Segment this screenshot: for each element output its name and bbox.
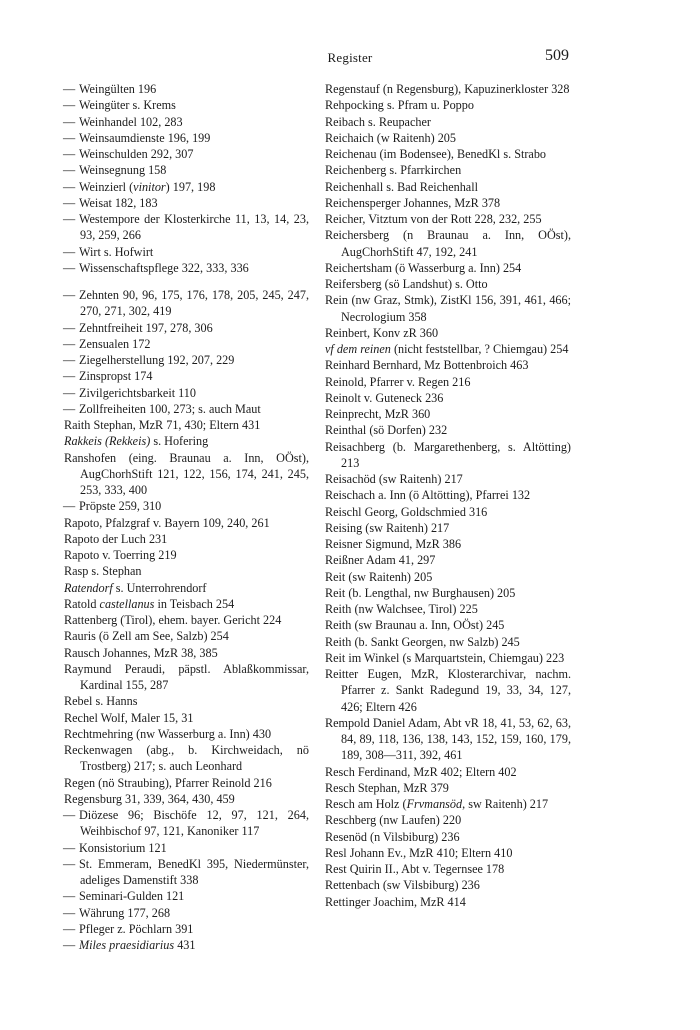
index-entry: [325, 325, 571, 341]
index-entry: [325, 780, 571, 796]
entry-text: Ziegelherstellung 192, 207, 229: [79, 353, 235, 367]
index-entry: [325, 162, 571, 178]
entry-text: Rein (nw Graz, Stmk), ZistKl 156, 391, 461, 466; Necrologium 358: [325, 293, 571, 324]
index-entry: [325, 211, 571, 227]
entry-italic-term: Ratendorf: [64, 580, 113, 595]
index-entry: [64, 547, 309, 563]
subentry-dash: —: [63, 179, 76, 194]
index-entry: [325, 715, 571, 764]
index-entry: [64, 531, 309, 547]
index-entry: [64, 385, 309, 401]
subentry-dash: —: [63, 288, 76, 302]
index-entry: [325, 796, 571, 812]
index-entry: [64, 401, 309, 417]
entry-text: Zehnten 90, 96, 175, 176, 178, 205, 245, 247, 270, 271, 302, 419: [79, 288, 309, 319]
subentry-dash: —: [63, 905, 76, 920]
entry-text: Weingüter s. Krems: [79, 98, 176, 113]
subentry-dash: —: [63, 856, 76, 871]
entry-text: Reinprecht, MzR 360: [325, 407, 431, 421]
subentry-dash: —: [63, 195, 76, 210]
index-entry: [64, 775, 309, 791]
entry-text-prefix: Ratold: [64, 596, 100, 611]
index-entry: [64, 710, 309, 726]
index-entry: [325, 81, 571, 97]
index-entry: [325, 195, 571, 211]
index-entry: [325, 569, 571, 585]
subentry-dash: —: [63, 889, 76, 904]
index-entry: [325, 227, 571, 260]
entry-text: Resch Ferdinand, MzR 402; Eltern 402: [325, 764, 517, 779]
index-entry: [64, 450, 309, 499]
index-entry: [325, 877, 571, 893]
entry-text: Reit (sw Raitenh) 205: [325, 569, 433, 584]
index-entry: [64, 742, 309, 775]
index-entry: [325, 292, 571, 325]
entry-text: Reichenhall s. Bad Reichenhall: [325, 179, 478, 194]
index-entry: [64, 888, 309, 904]
entry-text: Rauris (ö Zell am See, Salzb) 254: [64, 629, 229, 644]
index-entry: [64, 856, 309, 889]
entry-text: 431: [174, 938, 196, 952]
index-entry: [64, 563, 309, 579]
subentry-dash: —: [63, 260, 76, 275]
entry-text-prefix: Weinzierl (: [79, 179, 134, 194]
entry-text: Weingülten 196: [79, 82, 157, 96]
entry-text: Weisat 182, 183: [79, 195, 158, 210]
entry-text: Reichertsham (ö Wasserburg a. Inn) 254: [325, 260, 522, 275]
entry-italic-term: Frvmansöd: [406, 797, 463, 811]
entry-text: Reichenau (im Bodensee), BenedKl s. Strabo: [325, 147, 547, 161]
subentry-dash: —: [63, 385, 76, 400]
index-entry: [325, 114, 571, 130]
index-entry: [325, 894, 571, 910]
entry-text: Reith (nw Walchsee, Tirol) 225: [325, 602, 478, 616]
entry-text: Raith Stephan, MzR 71, 430; Eltern 431: [64, 418, 261, 432]
subentry-dash: —: [63, 336, 76, 351]
entry-text: Raymund Peraudi, päpstl. Ablaßkommissar, Kardinal 155, 287: [64, 661, 309, 692]
entry-text: Resch Stephan, MzR 379: [325, 780, 449, 795]
entry-italic-term: castellanus: [99, 596, 155, 611]
entry-text: Ranshofen (eing. Braunau a. Inn, OÖst), AugChorhStift 121, 122, 156, 174, 241, 245, 253, 333, 400: [64, 450, 309, 497]
entry-text: Zivilgerichtsbarkeit 110: [79, 385, 196, 400]
index-entry: [325, 617, 571, 633]
index-entry: [64, 320, 309, 336]
index-entry: [64, 693, 309, 709]
entry-text: Reisachöd (sw Raitenh) 217: [325, 472, 463, 486]
index-entry: [64, 726, 309, 742]
index-entry: [64, 244, 309, 260]
entry-text: Weinschulden 292, 307: [79, 147, 194, 161]
entry-text: Reith (b. Sankt Georgen, nw Salzb) 245: [325, 634, 520, 649]
index-entry: [64, 661, 309, 694]
index-entry: [64, 417, 309, 433]
index-entry: [325, 487, 571, 503]
index-entry: [325, 179, 571, 195]
entry-text: Rebel s. Hanns: [64, 694, 138, 709]
subentry-dash: —: [63, 244, 76, 259]
index-entry: [325, 406, 571, 422]
entry-text: Resenöd (n Vilsbiburg) 236: [325, 829, 460, 844]
index-entry: [64, 937, 309, 953]
subentry-dash: —: [63, 921, 76, 936]
entry-text: Rehpocking s. Pfram u. Poppo: [325, 98, 474, 113]
index-entry: [325, 276, 571, 292]
entry-text: Regensburg 31, 339, 364, 430, 459: [64, 791, 235, 806]
index-entry: [64, 114, 309, 130]
entry-text: Reit im Winkel (s Marquartstein, Chiemgau) 223: [325, 650, 565, 665]
subentry-dash: —: [63, 212, 76, 226]
entry-text: Rempold Daniel Adam, Abt vR 18, 41, 53, 62, 63, 84, 89, 118, 136, 138, 143, 152, 159, 160, 179, 189, 308—311, 392, 461: [325, 715, 571, 763]
entry-text: Währung 177, 268: [79, 905, 171, 920]
index-entry: [325, 146, 571, 162]
entry-text: Reischach a. Inn (ö Altötting), Pfarrei 132: [325, 488, 531, 503]
entry-text: Zensualen 172: [79, 336, 151, 351]
entry-text: Pfleger z. Pöchlarn 391: [79, 921, 194, 936]
entry-text: Zollfreiheiten 100, 273; s. auch Maut: [79, 401, 261, 416]
index-entry: [64, 81, 309, 97]
index-entry: [64, 498, 309, 514]
subentry-dash: —: [63, 369, 76, 384]
entry-text: Wirt s. Hofwirt: [79, 244, 154, 259]
entry-text: Reckenwagen (abg., b. Kirchweidach, nö Trostberg) 217; s. auch Leonhard: [64, 743, 309, 774]
entry-text: Rechtmehring (nw Wasserburg a. Inn) 430: [64, 726, 272, 741]
index-entry: [64, 130, 309, 146]
subentry-dash: —: [63, 82, 76, 96]
index-entry: [64, 807, 309, 840]
entry-text: s. Hofering: [150, 434, 209, 449]
index-entry: [64, 211, 309, 244]
entry-text-prefix: Resch am Holz (: [325, 797, 407, 811]
index-entry: [325, 260, 571, 276]
index-entry: [325, 552, 571, 568]
index-entry: [64, 162, 309, 178]
entry-text: Zinspropst 174: [79, 369, 153, 384]
index-entry: [64, 791, 309, 807]
entry-text: Reinthal (sö Dorfen) 232: [325, 423, 448, 438]
subentry-dash: —: [63, 147, 76, 161]
entry-text: Westempore der Klosterkirche 11, 13, 14, 23, 93, 259, 266: [79, 212, 309, 243]
entry-italic-term: vf dem reinen: [325, 342, 391, 356]
entry-italic-term: Miles praesidiarius: [79, 938, 175, 952]
entry-text: in Teisbach 254: [154, 596, 235, 611]
subentry-dash: —: [63, 938, 76, 952]
index-entry: [64, 336, 309, 352]
index-entry: [325, 861, 571, 877]
subentry-dash: —: [63, 353, 76, 367]
index-entry: [325, 764, 571, 780]
entry-text: Rasp s. Stephan: [64, 564, 142, 579]
entry-text: Weinsaumdienste 196, 199: [79, 130, 211, 145]
index-entry: [325, 504, 571, 520]
index-entry: [64, 179, 309, 195]
entry-text: Reichaich (w Raitenh) 205: [325, 130, 456, 145]
index-entry: [325, 601, 571, 617]
subentry-dash: —: [63, 114, 76, 129]
index-entry: [64, 97, 309, 113]
index-entry: [325, 812, 571, 828]
running-header: Register: [327, 50, 373, 65]
entry-text: Regenstauf (n Regensburg), Kapuzinerkloster 328: [325, 82, 570, 96]
index-entry: [64, 260, 309, 276]
entry-text: Reinbert, Konv zR 360: [325, 325, 439, 340]
index-entry: [325, 439, 571, 472]
page-number: 509: [545, 47, 569, 64]
subentry-dash: —: [63, 130, 76, 145]
index-entry: [64, 905, 309, 921]
index-entry: [64, 628, 309, 644]
entry-text: Reisner Sigmund, MzR 386: [325, 537, 462, 551]
entry-text: Reinold, Pfarrer v. Regen 216: [325, 374, 471, 389]
entry-text: Reichensperger Johannes, MzR 378: [325, 195, 501, 210]
entry-text: Pröpste 259, 310: [79, 499, 162, 514]
index-entry: [64, 596, 309, 612]
entry-text: Zehntfreiheit 197, 278, 306: [79, 320, 213, 335]
entry-text: Weinsegnung 158: [79, 163, 167, 178]
entry-italic-term: vinitor: [133, 179, 166, 194]
index-entry: [64, 287, 309, 320]
index-entry: [64, 433, 309, 449]
entry-text: Reitter Eugen, MzR, Klosterarchivar, nachm. Pfarrer z. Sankt Radegund 19, 33, 34, 127, 426; Eltern 426: [325, 667, 571, 714]
entry-text: ) 197, 198: [165, 179, 216, 194]
index-entry: [325, 585, 571, 601]
index-entry: [64, 645, 309, 661]
entry-text: Rattenberg (Tirol), ehem. bayer. Gericht 224: [64, 613, 282, 627]
index-entry: [64, 368, 309, 384]
index-entry: [325, 97, 571, 113]
index-entry: [325, 471, 571, 487]
entry-text: Regen (nö Straubing), Pfarrer Reinold 216: [64, 775, 272, 790]
entry-group-gap: [64, 276, 309, 287]
subentry-dash: —: [63, 840, 76, 855]
index-entry: [64, 580, 309, 596]
index-entry: [325, 829, 571, 845]
entry-text: Reibach s. Reupacher: [325, 114, 431, 129]
index-entry: [325, 130, 571, 146]
index-entry: [325, 650, 571, 666]
subentry-dash: —: [63, 401, 76, 416]
subentry-dash: —: [63, 808, 76, 822]
index-entry: [325, 536, 571, 552]
subentry-dash: —: [63, 163, 76, 178]
index-column-right: [325, 81, 571, 910]
index-entry: [64, 146, 309, 162]
entry-text: Reichersberg (n Braunau a. Inn, OÖst), AugChorhStift 47, 192, 241: [325, 228, 571, 259]
entry-text: Resl Johann Ev., MzR 410; Eltern 410: [325, 845, 513, 860]
index-entry: [325, 422, 571, 438]
entry-text: Seminari-Gulden 121: [79, 889, 185, 904]
entry-text: Weinhandel 102, 283: [79, 114, 183, 129]
entry-text: Reißner Adam 41, 297: [325, 553, 436, 568]
index-entry: [325, 390, 571, 406]
entry-text: Reith (sw Braunau a. Inn, OÖst) 245: [325, 618, 505, 633]
index-entry: [64, 612, 309, 628]
entry-text: St. Emmeram, BenedKl 395, Niedermünster, adeliges Damenstift 338: [79, 856, 309, 887]
entry-text: Reinhard Bernhard, Mz Bottenbroich 463: [325, 358, 529, 373]
index-entry: [325, 341, 571, 357]
index-entry: [325, 357, 571, 373]
index-entry: [64, 515, 309, 531]
index-column-left: [64, 81, 309, 953]
index-entry: [64, 840, 309, 856]
subentry-dash: —: [63, 98, 76, 113]
entry-text: Rausch Johannes, MzR 38, 385: [64, 645, 218, 660]
entry-text: Reit (b. Lengthal, nw Burghausen) 205: [325, 585, 516, 600]
entry-text: Rettinger Joachim, MzR 414: [325, 894, 466, 909]
entry-text: Rettenbach (sw Vilsbiburg) 236: [325, 878, 480, 893]
entry-text: Reischl Georg, Goldschmied 316: [325, 504, 488, 519]
entry-text: s. Unterrohrendorf: [112, 580, 207, 595]
index-entry: [64, 352, 309, 368]
entry-text: Reichenberg s. Pfarrkirchen: [325, 163, 462, 178]
entry-text: Diözese 96; Bischöfe 12, 97, 121, 264, Weihbischof 97, 121, Kanoniker 117: [79, 808, 309, 839]
entry-text: Reschberg (nw Laufen) 220: [325, 813, 462, 828]
index-entry: [64, 921, 309, 937]
entry-text: Rapoto der Luch 231: [64, 531, 168, 546]
entry-text: Reifersberg (sö Landshut) s. Otto: [325, 277, 488, 291]
index-entry: [64, 195, 309, 211]
entry-text: (nicht feststellbar, ? Chiemgau) 254: [390, 342, 569, 356]
subentry-dash: —: [63, 499, 76, 514]
entry-text: Konsistorium 121: [79, 840, 167, 855]
entry-text: Reising (sw Raitenh) 217: [325, 520, 450, 535]
index-entry: [325, 666, 571, 715]
entry-text: Rest Quirin II., Abt v. Tegernsee 178: [325, 862, 505, 876]
index-entry: [325, 634, 571, 650]
index-entry: [325, 374, 571, 390]
entry-text: Reinolt v. Guteneck 236: [325, 390, 444, 405]
entry-text: Rapoto v. Toerring 219: [64, 548, 177, 562]
entry-text: Reisachberg (b. Margarethenberg, s. Altötting) 213: [325, 439, 571, 470]
entry-text: , sw Raitenh) 217: [462, 797, 549, 811]
index-entry: [325, 845, 571, 861]
entry-text: Reicher, Vitztum von der Rott 228, 232, 255: [325, 212, 542, 226]
index-entry: [325, 520, 571, 536]
subentry-dash: —: [63, 320, 76, 335]
entry-text: Rechel Wolf, Maler 15, 31: [64, 710, 194, 725]
entry-italic-term: Rakkeis (Rekkeis): [64, 434, 151, 449]
entry-text: Wissenschaftspflege 322, 333, 336: [79, 260, 249, 275]
entry-text: Rapoto, Pfalzgraf v. Bayern 109, 240, 261: [64, 515, 270, 530]
